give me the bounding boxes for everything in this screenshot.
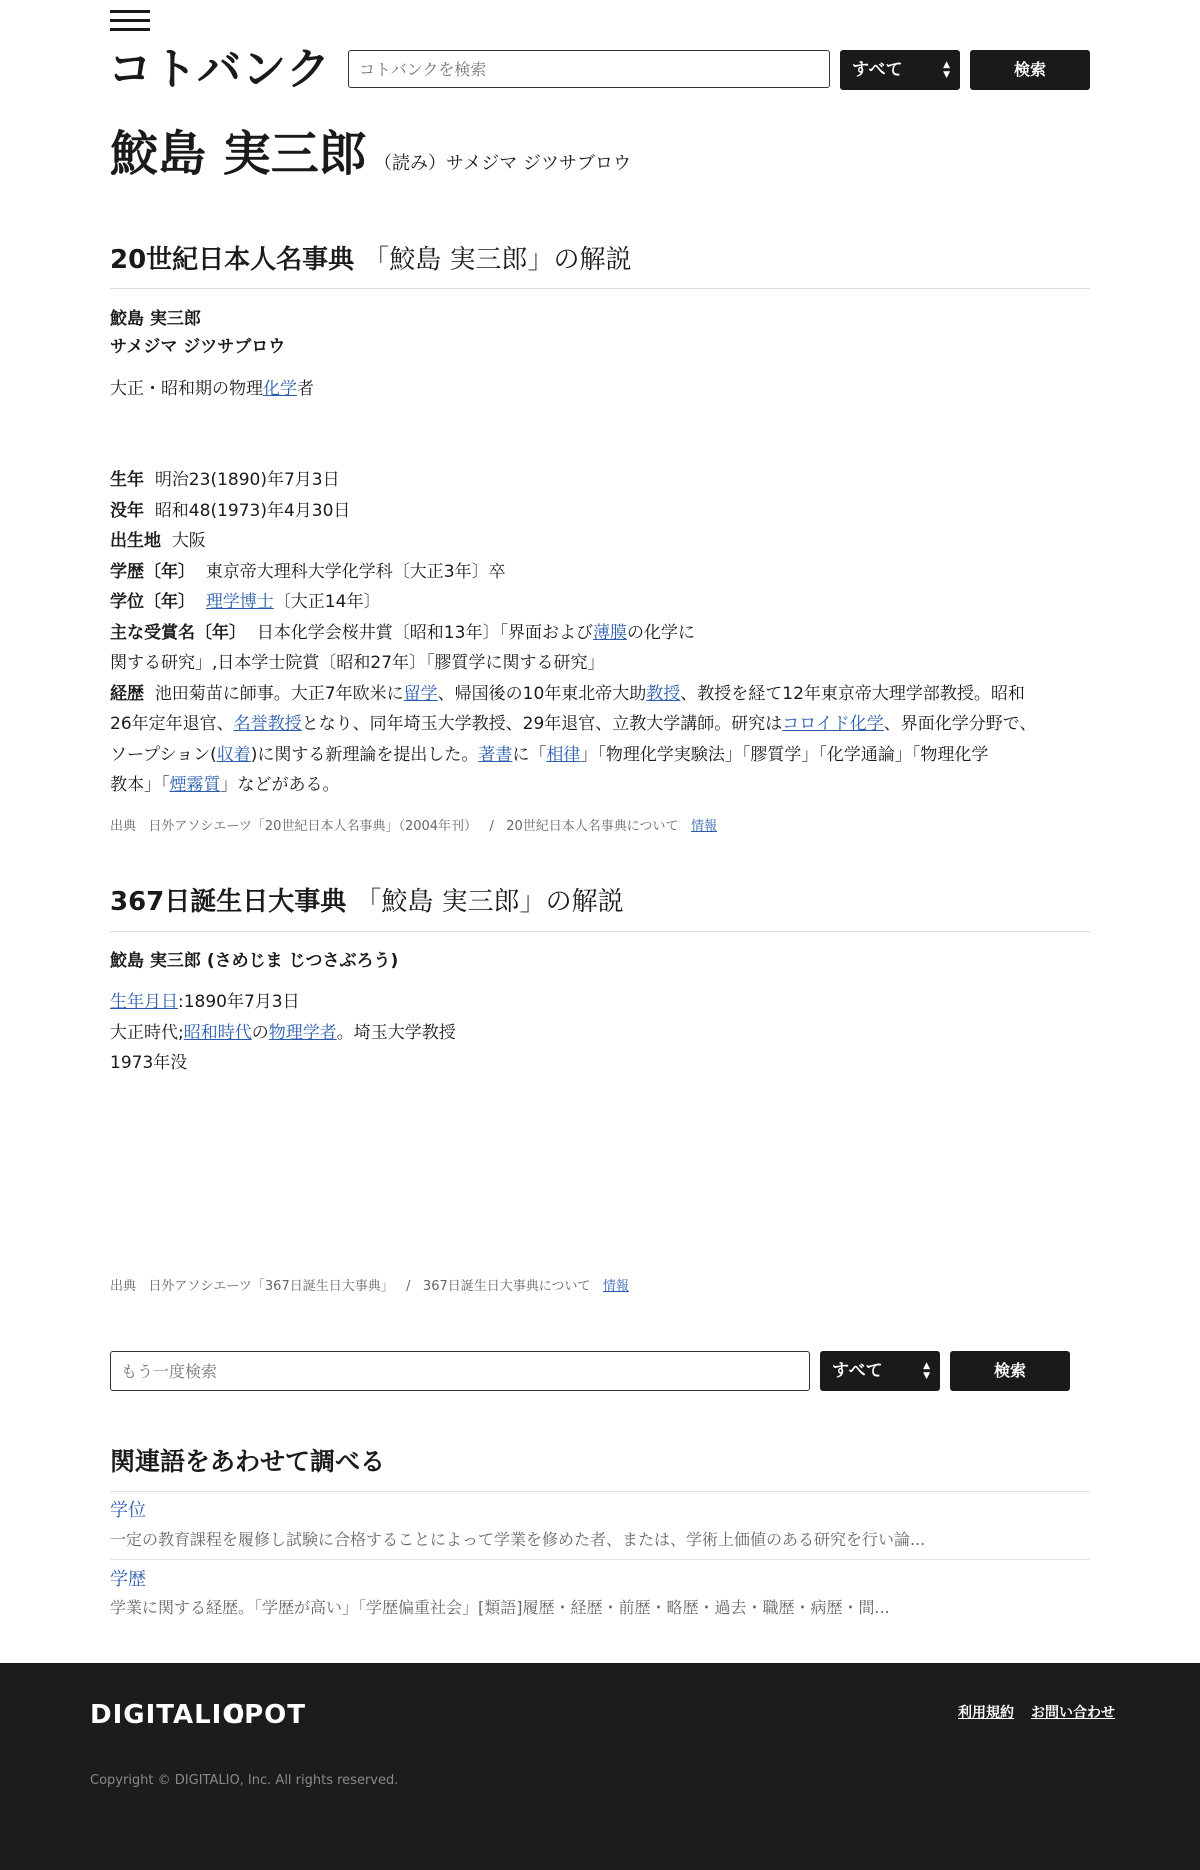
section-divider	[110, 288, 1090, 289]
award-text: 日本化学会桜井賞〔昭和13年〕「界面および	[256, 622, 593, 643]
death-value: 昭和48(1973)年4月30日	[154, 500, 351, 521]
terms-link[interactable]: 利用規約	[958, 1705, 1014, 1721]
category-select[interactable]	[840, 50, 960, 90]
career-link[interactable]: コロイド化学	[782, 714, 884, 734]
education-value: 東京帝大理科大学化学科〔大正3年〕卒	[205, 561, 506, 582]
related-item-desc: 学業に関する経歴。「学歴が高い」「学歴偏重社会」[類語]履歴・経歴・前歴・略歴・過去・職歴・病歴・間...	[110, 1598, 890, 1617]
source-separator: /	[489, 819, 494, 834]
award-row-continued: 関する研究」,日本学士院賞〔昭和27年〕「膠質学に関する研究」	[110, 653, 605, 673]
birth-row	[110, 465, 1090, 496]
career-row-3	[110, 740, 1090, 771]
source-text: 日外アソシエーツ「20世紀日本人名事典」（2004年刊）	[148, 819, 478, 834]
entry-name-block	[110, 305, 1090, 361]
birthplace-row	[110, 526, 1090, 557]
death-label: 没年	[110, 500, 144, 521]
source-label: 出典	[110, 1279, 137, 1294]
digitalio-logo[interactable]: DIGITALIO	[90, 1700, 246, 1730]
era-text: 。埼玉大学教授	[336, 1022, 456, 1043]
related-divider	[110, 1491, 1090, 1492]
related-item-desc: 一定の教育課程を履修し試験に合格することによって学業を修めた者、または、学術上価値のある研究を行い論...	[110, 1530, 926, 1549]
career-text: 」などがある。	[220, 775, 340, 795]
career-text: 」「物理化学実験法」「膠質学」「化学通論」「物理化学	[580, 744, 989, 765]
related-divider	[110, 1559, 1090, 1560]
entry-kana: サメジマ ジツサブロウ	[110, 337, 286, 357]
career-link[interactable]: 留学	[403, 683, 438, 704]
award-row	[110, 618, 1090, 649]
entry-reading: （読み）サメジマ ジツサブロウ	[374, 153, 632, 174]
birthdate-link[interactable]: 生年月日	[110, 992, 178, 1012]
career-link[interactable]: 収着	[216, 744, 251, 765]
career-text: 、界面化学分野で、	[883, 714, 1037, 734]
birthplace-value: 大阪	[171, 531, 206, 551]
career-text: に「	[512, 744, 547, 765]
select-arrows-icon: ▲ ▼	[943, 60, 950, 80]
dictionary-name: 367日誕生日大事典	[110, 887, 347, 917]
hamburger-menu-icon[interactable]	[110, 10, 150, 32]
category-select-label: すべて	[852, 60, 903, 80]
birthdate-value: :1890年7月3日	[178, 992, 300, 1012]
search-button[interactable]: 検索	[970, 50, 1090, 90]
era-text: 大正時代;	[110, 1022, 184, 1043]
related-item-link[interactable]: 学歴	[110, 1569, 146, 1590]
birthday-details	[110, 987, 1090, 1079]
related-title: 関連語をあわせて調べる	[110, 1447, 386, 1476]
award-link[interactable]: 薄膜	[592, 622, 627, 643]
search-input[interactable]	[348, 50, 830, 88]
page-title: 鮫島 実三郎	[110, 126, 367, 182]
education-row	[110, 557, 1090, 588]
death-row	[110, 496, 1090, 527]
source-label: 出典	[110, 819, 137, 834]
category-select-bottom[interactable]	[820, 1351, 940, 1391]
showa-era-link[interactable]: 昭和時代	[183, 1022, 252, 1043]
source-info-link[interactable]: 情報	[602, 1279, 629, 1294]
career-text: 、帰国後の10年東北帝大助	[437, 683, 647, 704]
section-divider	[110, 931, 1090, 932]
career-link[interactable]: 教授	[646, 683, 681, 704]
entry-name-reading: 鮫島 実三郎 (さめじま じつさぶろう)	[110, 951, 399, 971]
entry-details	[110, 465, 1090, 801]
career-text: 26年定年退官、	[110, 714, 234, 734]
source-text: 日外アソシエーツ「367日誕生日大事典」	[148, 1279, 394, 1294]
source-citation	[110, 817, 1090, 837]
career-link[interactable]: 煙霧質	[169, 775, 221, 795]
career-text: 池田菊苗に師事。大正7年欧米に	[154, 683, 404, 704]
related-item-link[interactable]: 学位	[110, 1500, 146, 1521]
era-text: の	[251, 1022, 269, 1043]
contact-link[interactable]: お問い合わせ	[1031, 1705, 1115, 1721]
site-logo[interactable]: コトバンク	[108, 44, 332, 95]
career-link[interactable]: 著書	[478, 744, 513, 765]
summary-text-end: 者	[297, 379, 314, 399]
category-select-label: すべて	[832, 1361, 883, 1381]
career-text: ソープション(	[110, 744, 217, 765]
heading-tail: 「鮫島 実三郎」の解説	[355, 887, 624, 917]
award-text-end: の化学に	[626, 622, 695, 643]
career-text: 教本」「	[110, 775, 170, 795]
birth-label: 生年	[110, 470, 144, 490]
death-year-row: 1973年没	[110, 1053, 188, 1073]
career-row-4	[110, 770, 1090, 801]
section-heading-birthday	[110, 884, 1090, 920]
source-citation	[110, 1277, 1090, 1297]
degree-value: 〔大正14年〕	[273, 592, 381, 612]
career-text: となり、同年埼玉大学教授、29年退官、立教大学講師。研究は	[301, 714, 783, 734]
search-again-input[interactable]	[110, 1351, 810, 1391]
entry-name: 鮫島 実三郎	[110, 309, 201, 329]
entry-summary	[110, 374, 1090, 404]
career-text: 、教授を経て12年東京帝大理学部教授。昭和	[680, 683, 1025, 704]
degree-label: 学位〔年〕	[110, 592, 195, 612]
select-arrows-icon: ▲ ▼	[923, 1361, 930, 1381]
site-footer	[0, 1663, 1200, 1870]
education-label: 学歴〔年〕	[110, 561, 195, 582]
career-link[interactable]: 名誉教授	[233, 714, 302, 734]
birth-value: 明治23(1890)年7月3日	[154, 470, 340, 490]
birthplace-label: 出生地	[110, 531, 161, 551]
degree-link[interactable]: 理学博士	[205, 592, 274, 612]
career-row-2	[110, 709, 1090, 740]
award-label: 主な受賞名〔年〕	[110, 622, 246, 643]
source-info-link[interactable]: 情報	[690, 819, 717, 834]
source-about: 20世紀日本人名事典について	[506, 819, 679, 834]
source-about: 367日誕生日大事典について	[422, 1279, 591, 1294]
career-text: )に関する新理論を提出した。	[250, 744, 479, 765]
search-again-button[interactable]: 検索	[950, 1351, 1070, 1391]
degree-row	[110, 587, 1090, 618]
career-label: 経歴	[110, 683, 144, 704]
copyright: Copyright © DIGITALIO, Inc. All rights reserved.	[90, 1773, 399, 1788]
physicist-link[interactable]: 物理学者	[268, 1022, 337, 1043]
career-row	[110, 679, 1090, 710]
section-heading-20th-century	[110, 242, 1090, 278]
career-link[interactable]: 相律	[546, 744, 581, 765]
summary-text: 大正・昭和期の物理	[110, 379, 263, 399]
summary-link[interactable]: 化学	[263, 379, 297, 399]
birthdate-row	[110, 987, 1090, 1018]
source-separator: /	[406, 1279, 411, 1294]
cpot-logo[interactable]: CPOT	[224, 1700, 306, 1730]
heading-tail: 「鮫島 実三郎」の解説	[363, 245, 632, 275]
era-row	[110, 1018, 1090, 1049]
dictionary-name: 20世紀日本人名事典	[110, 245, 355, 275]
